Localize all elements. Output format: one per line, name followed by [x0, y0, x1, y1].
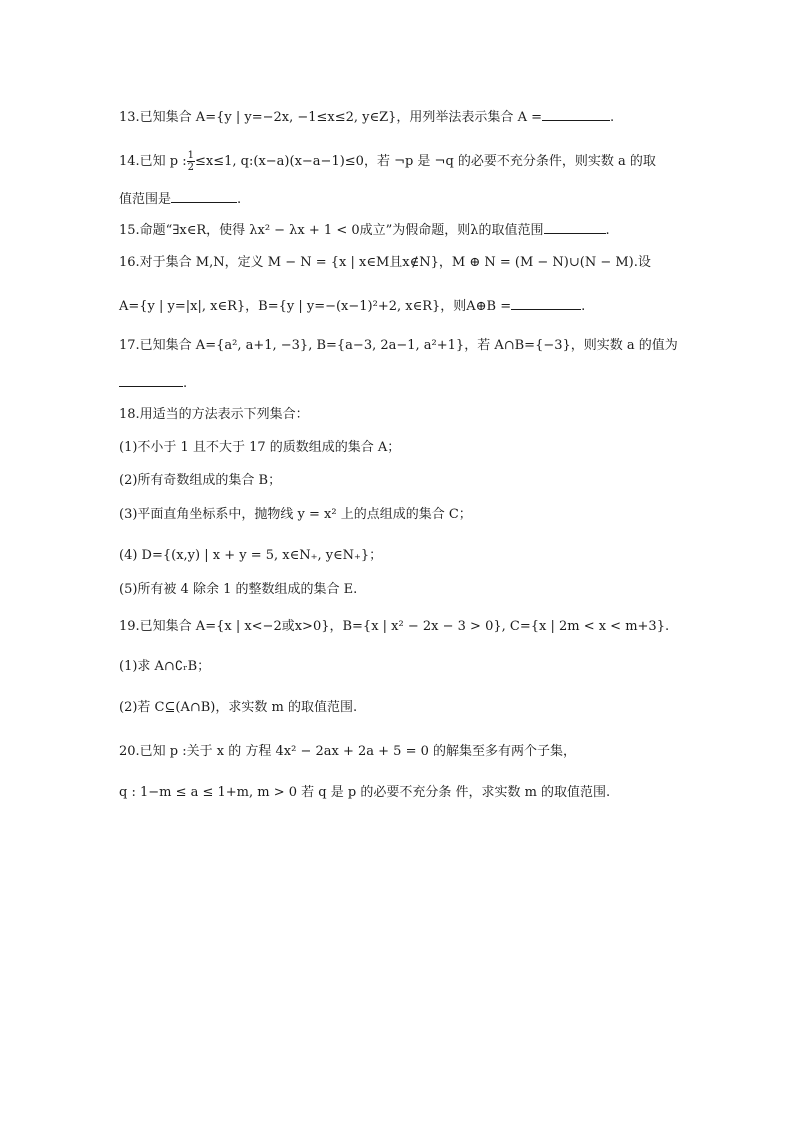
q18-part-text: (2)所有奇数组成的集合 B；	[119, 473, 282, 488]
q14-text-b: ≤x≤1, q:(x−a)(x−a−1)≤0，若 ¬p 是 ¬q 的必要不充分条件，则实数 a 的取	[195, 154, 656, 169]
question-20-line-2	[119, 783, 719, 803]
question-17-line-2	[119, 372, 719, 394]
question-16-line-2	[119, 295, 719, 317]
period: .	[605, 223, 610, 238]
fraction-one-half	[187, 150, 195, 173]
period: .	[237, 192, 242, 207]
period: .	[183, 376, 188, 391]
q16-text-b: A={y | y=|x|, x∈R}，B={y | y=−(x−1)²+2, x∈R}，则A⊕B =	[119, 299, 512, 314]
q19-part-text: (1)求 A∩∁ᵣB；	[119, 659, 211, 674]
question-13	[119, 106, 719, 128]
q20-text-b: q : 1−m ≤ a ≤ 1+m, m > 0 若 q 是 p 的必要不充分条 件，求实数 m 的取值范围.	[119, 785, 611, 800]
q20-text: 20.已知 p :关于 x 的 方程 4x² − 2ax + 2a + 5 = 0 的解集至多有两个子集，	[119, 744, 576, 759]
q18-part-text: (3)平面直角坐标系中，抛物线 y = x² 上的点组成的集合 C；	[119, 507, 472, 522]
q19-part-text: (2)若 C⊆(A∩B)，求实数 m 的取值范围.	[119, 700, 358, 715]
fraction-numerator: 1	[187, 150, 195, 161]
answer-blank[interactable]	[542, 106, 610, 121]
answer-blank[interactable]	[544, 219, 606, 234]
q18-text: 18.用适当的方法表示下列集合：	[119, 407, 309, 422]
q18-part-text: (4) D={(x,y) | x + y = 5, x∈N₊, y∈N₊}；	[119, 548, 383, 563]
question-14-line-2	[119, 188, 719, 210]
q18-part-text: (1)不小于 1 且不大于 17 的质数组成的集合 A；	[119, 440, 401, 455]
q18-part-text: (5)所有被 4 除余 1 的整数组成的集合 E.	[119, 582, 358, 597]
fraction-denominator: 2	[187, 162, 195, 173]
answer-blank[interactable]	[119, 372, 183, 387]
question-20	[119, 742, 719, 762]
q14-text-c: 值范围是	[119, 192, 172, 207]
question-18-part-1	[119, 438, 719, 458]
question-18-part-4	[119, 546, 719, 566]
period: .	[609, 110, 615, 125]
question-18	[119, 405, 719, 425]
question-18-part-5	[119, 580, 719, 600]
question-18-part-3	[119, 505, 719, 525]
q13-text: 13.已知集合 A={y | y=−2x, −1≤x≤2, y∈Z}，用列举法表示集合 A =	[119, 110, 542, 125]
question-19-part-1	[119, 657, 719, 677]
question-16	[119, 253, 719, 273]
period: .	[581, 299, 586, 314]
question-15	[119, 219, 719, 241]
q17-text: 17.已知集合 A={a², a+1, −3}, B={a−3, 2a−1, a²+1}，若 A∩B={−3}，则实数 a 的值为	[119, 338, 678, 353]
q16-text: 16.对于集合 M,N，定义 M − N = {x | x∈M且x∉N}，M ⊕ N = (M − N)∪(N − M).设	[119, 255, 651, 270]
question-17	[119, 336, 719, 356]
question-18-part-2	[119, 471, 719, 491]
question-19-part-2	[119, 698, 719, 718]
q19-text: 19.已知集合 A={x | x<−2或x>0}，B={x | x² − 2x − 3 > 0}, C={x | 2m < x < m+3}.	[119, 619, 670, 634]
question-19	[119, 617, 719, 637]
question-14	[119, 150, 719, 173]
q15-text: 15.命题“∃x∈R，使得 λx² − λx + 1 < 0成立”为假命题，则λ的取值范围	[119, 223, 544, 238]
answer-blank[interactable]	[511, 295, 581, 310]
answer-blank[interactable]	[171, 188, 237, 203]
q14-text-a: 14.已知 p :	[119, 154, 187, 169]
